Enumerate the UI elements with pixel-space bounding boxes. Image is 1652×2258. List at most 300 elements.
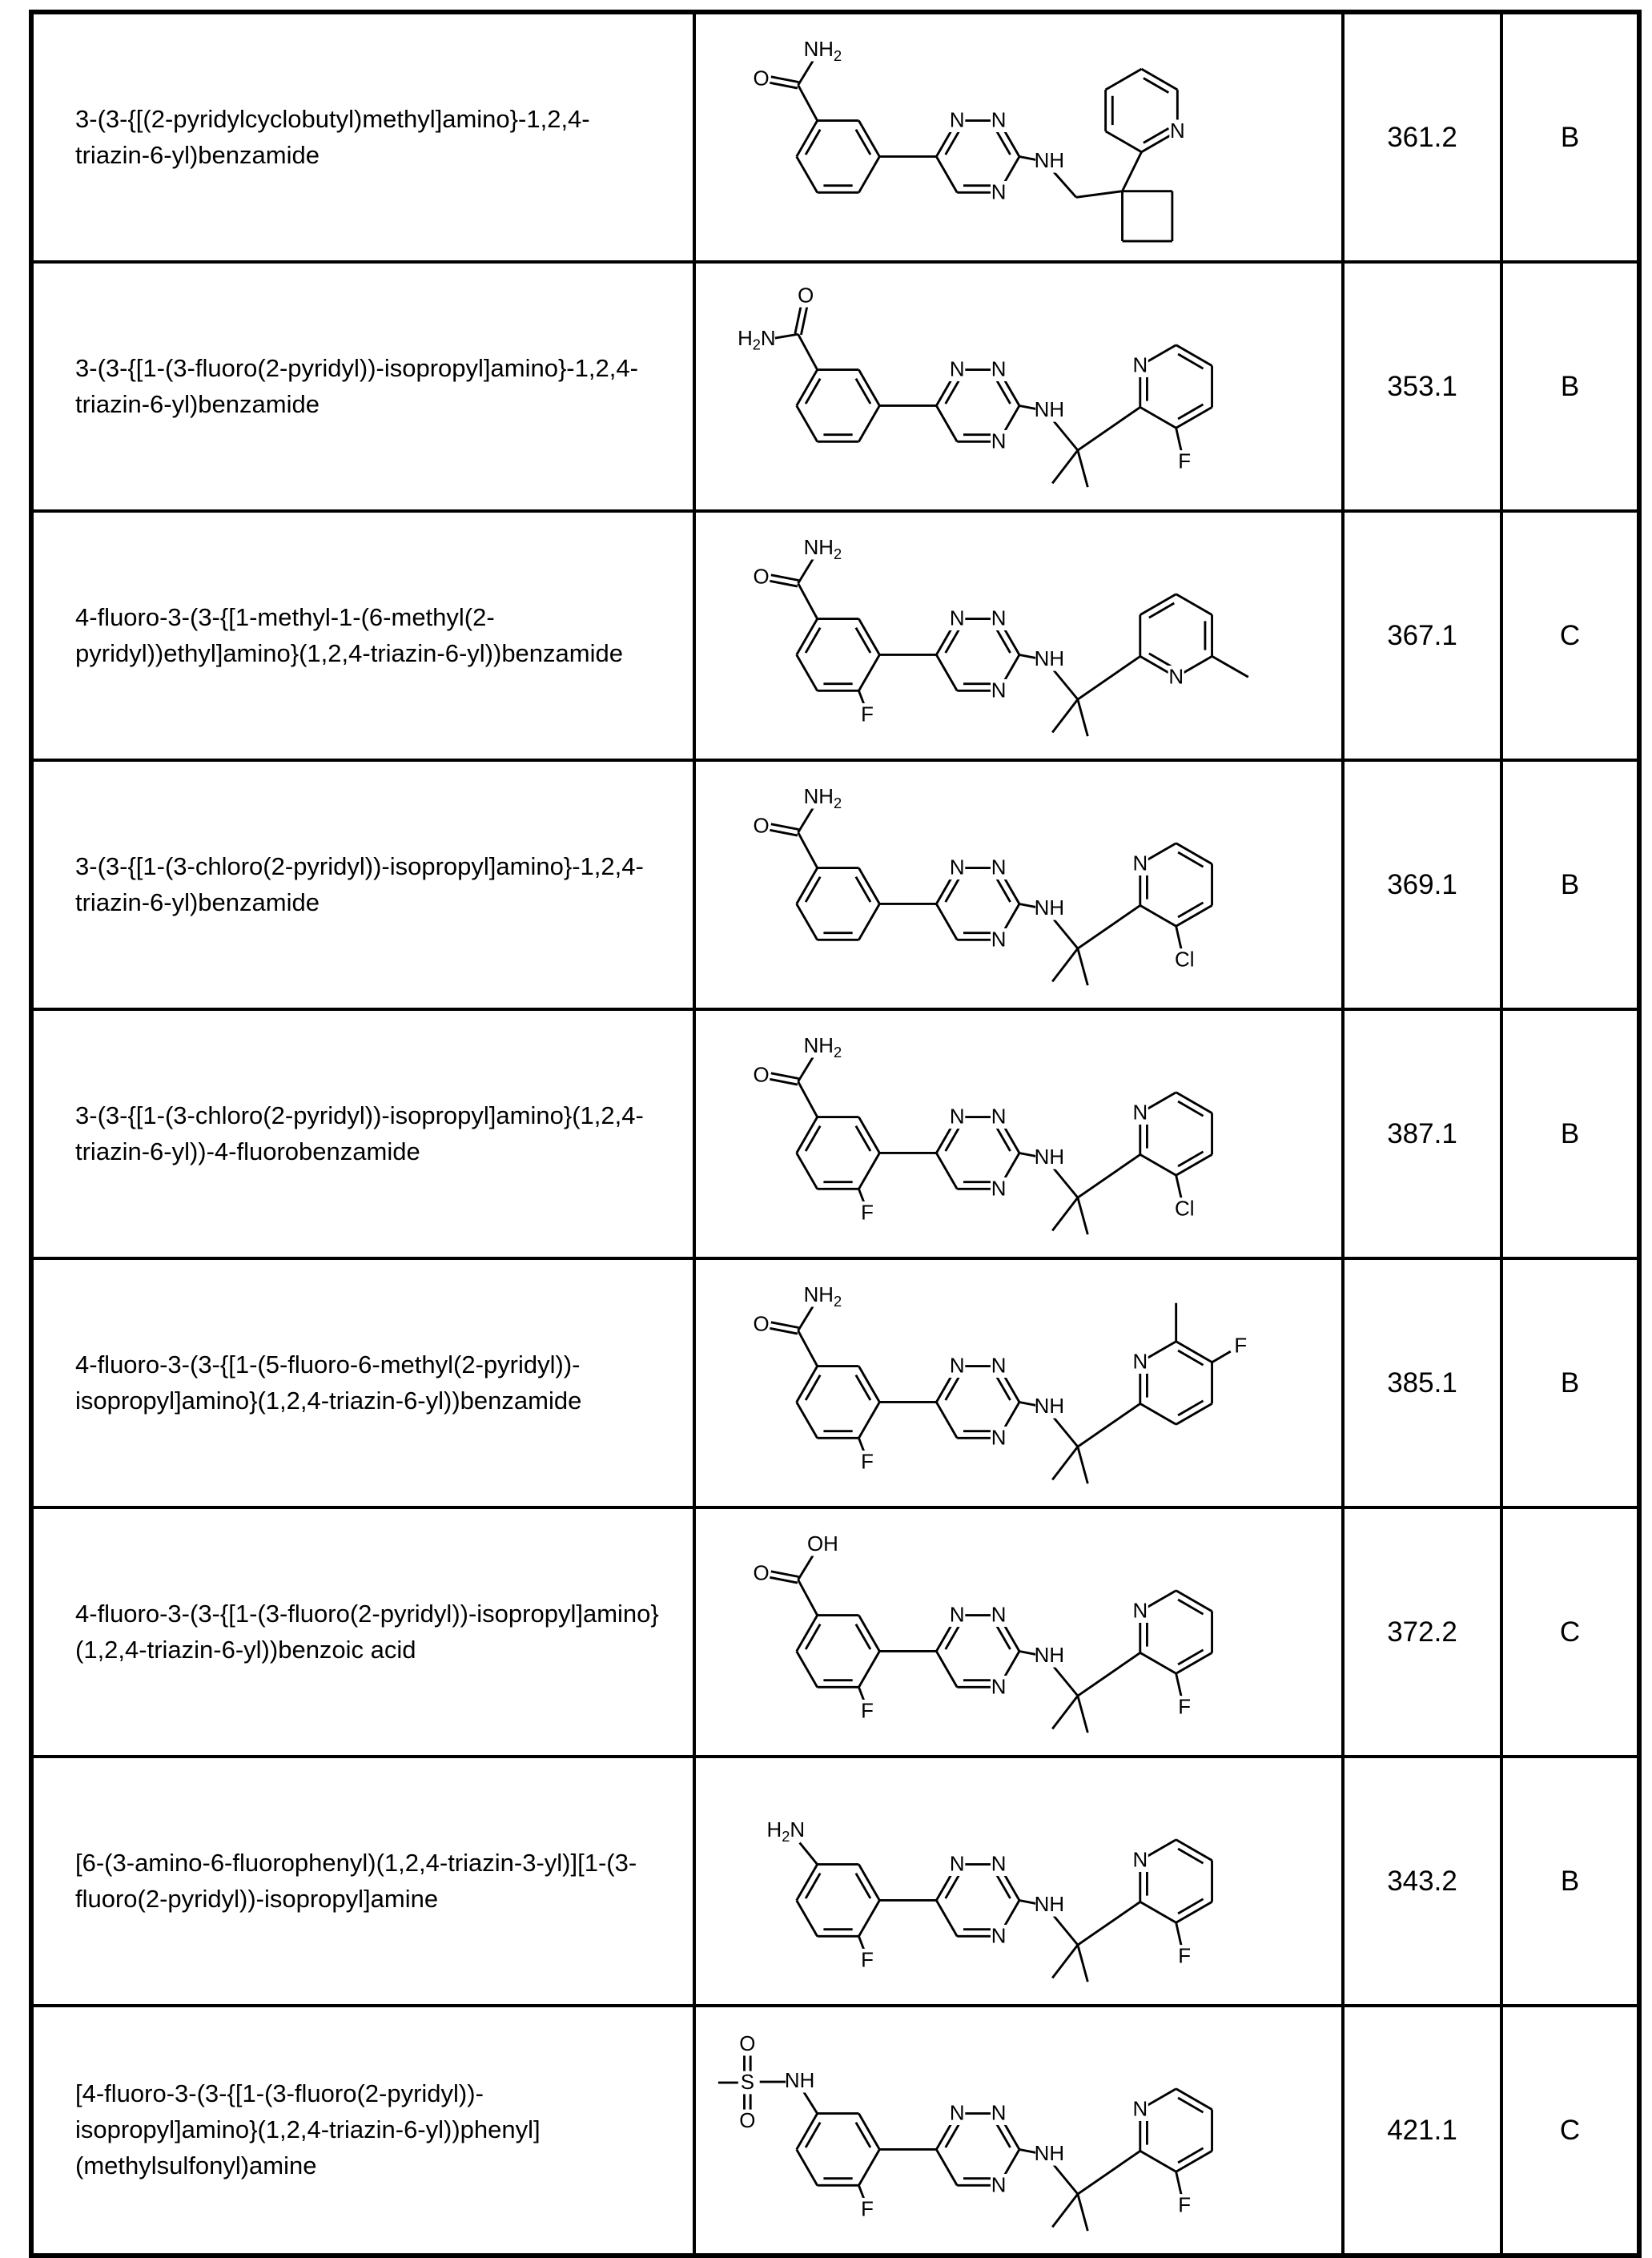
- bond-line: [1140, 1154, 1176, 1175]
- structure-cell: [694, 511, 1343, 760]
- atom-label: Cl: [1174, 948, 1195, 972]
- atom-label: $H_2N$: [766, 1819, 806, 1845]
- structure-drawing: [696, 1509, 1341, 1755]
- grade-value: B: [1501, 1009, 1639, 1258]
- atom-label: N: [949, 358, 965, 381]
- bond-line: [858, 904, 879, 940]
- bond-line: [1140, 1652, 1176, 1673]
- compound-row: [31, 511, 1639, 760]
- structure-drawing: [696, 762, 1341, 1008]
- atom-label: O: [753, 815, 770, 838]
- bond-line: [1212, 1351, 1231, 1362]
- grade-value: C: [1501, 2006, 1639, 2256]
- bond-line: [771, 1322, 799, 1328]
- mass-value: 361.2: [1343, 12, 1501, 262]
- bond-line: [795, 304, 802, 333]
- bond-line: [856, 2123, 870, 2147]
- bond-line: [858, 1936, 864, 1950]
- bond-line: [936, 1153, 957, 1189]
- bond-line: [1078, 699, 1087, 736]
- atom-label: N: [991, 856, 1007, 879]
- bond-line: [1178, 852, 1203, 867]
- mass-value: 372.2: [1343, 1507, 1501, 1757]
- atom-label: N: [1168, 666, 1184, 689]
- bond-line: [858, 1651, 879, 1687]
- bond-line: [1176, 428, 1182, 452]
- bond-line: [798, 583, 818, 618]
- bond-line: [1078, 1403, 1140, 1447]
- atom-label: F: [861, 2198, 874, 2221]
- bond-line: [995, 379, 1010, 404]
- atom-label: N: [949, 856, 965, 879]
- atom-label: F: [861, 1700, 874, 1723]
- bond-line: [1052, 420, 1078, 450]
- structure-drawing: [696, 1758, 1341, 2004]
- bond-line: [798, 1330, 818, 1366]
- bond-line: [946, 1874, 960, 1898]
- bond-line: [1078, 905, 1140, 948]
- bond-line: [771, 1572, 799, 1577]
- bond-line: [1176, 2171, 1182, 2196]
- atom-label: F: [1178, 1696, 1192, 1719]
- compound-name: [6-(3-amino-6-fluorophenyl)(1,2,4-triazin-3-yl)][1-(3-fluoro(2-pyridyl))-isopropyl]amine: [31, 1757, 694, 2006]
- atom-label: NH: [1034, 1146, 1065, 1169]
- bond-line: [798, 1552, 815, 1580]
- compound-row: [31, 2006, 1639, 2256]
- compound-row: [31, 12, 1639, 262]
- mass-value: 369.1: [1343, 760, 1501, 1009]
- atom-label: N: [1132, 2098, 1148, 2121]
- bond-line: [1178, 1899, 1203, 1914]
- atom-label: N: [991, 109, 1007, 132]
- bond-line: [856, 628, 870, 653]
- bond-line: [801, 306, 807, 335]
- atom-label: N: [1132, 1849, 1148, 1872]
- atom-label: $NH_2$: [803, 1284, 842, 1310]
- bond-line: [770, 830, 798, 835]
- atom-label: N: [1132, 1101, 1148, 1125]
- structure-drawing: [696, 1011, 1341, 1257]
- bond-line: [946, 877, 960, 902]
- bond-line: [946, 1126, 960, 1151]
- bond-line: [858, 1900, 879, 1936]
- bond-line: [1176, 594, 1212, 615]
- bond-line: [1123, 152, 1142, 191]
- bond-line: [797, 156, 818, 192]
- bond-line: [1078, 2151, 1140, 2194]
- bond-line: [936, 1402, 957, 1438]
- structure-cell: [694, 1757, 1343, 2006]
- atom-label: $H_2N$: [738, 328, 776, 353]
- atom-label: N: [991, 679, 1007, 702]
- bond-line: [856, 1375, 870, 1400]
- bond-line: [858, 1687, 864, 1701]
- bond-line: [858, 2185, 864, 2199]
- compound-row: [31, 1757, 1639, 2006]
- bond-line: [1178, 1350, 1203, 1365]
- bond-line: [1052, 171, 1076, 198]
- compound-name: [4-fluoro-3-(3-{[1-(3-fluoro(2-pyridyl))-isopropyl]amino}(1,2,4-triazin-6-yl))phenyl](methylsulfonyl)amine: [31, 2006, 694, 2256]
- bond-line: [802, 2091, 817, 2114]
- structure-drawing: [696, 1260, 1341, 1506]
- atom-label: N: [949, 1604, 965, 1627]
- bond-line: [1052, 2163, 1078, 2194]
- bond-line: [1140, 1902, 1176, 1922]
- atom-label: NH: [784, 2070, 815, 2093]
- bond-line: [936, 1900, 957, 1936]
- bond-line: [1052, 1197, 1078, 1230]
- bond-line: [936, 654, 957, 690]
- atom-label: N: [991, 1177, 1007, 1201]
- bond-line: [1078, 407, 1140, 450]
- compound-name: 3-(3-{[(2-pyridylcyclobutyl)methyl]amino}-1,2,4-triazin-6-yl)benzamide: [31, 12, 694, 262]
- bond-line: [1144, 128, 1168, 143]
- atom-label: N: [991, 928, 1007, 952]
- bond-line: [1178, 1650, 1203, 1664]
- bond-line: [856, 379, 870, 404]
- bond-line: [1078, 450, 1087, 487]
- bond-line: [936, 405, 957, 441]
- atom-label: F: [1178, 2194, 1192, 2217]
- mass-value: 353.1: [1343, 262, 1501, 511]
- bond-line: [797, 1651, 818, 1687]
- atom-label: N: [991, 607, 1007, 630]
- bond-line: [1140, 1403, 1176, 1424]
- bond-line: [798, 334, 818, 369]
- bond-line: [770, 581, 798, 586]
- bond-line: [1078, 1447, 1087, 1483]
- bond-line: [856, 1126, 870, 1151]
- bond-line: [1178, 1600, 1203, 1614]
- atom-label: NH: [1034, 150, 1065, 173]
- structure-drawing: [696, 2007, 1341, 2253]
- bond-line: [797, 1900, 818, 1936]
- bond-line: [798, 1054, 815, 1082]
- bond-line: [858, 1189, 864, 1202]
- bond-line: [1178, 2148, 1203, 2163]
- bond-line: [1076, 191, 1123, 198]
- atom-label: NH: [1034, 1395, 1065, 1419]
- atom-label: N: [991, 1853, 1007, 1876]
- atom-label: F: [1234, 1334, 1248, 1358]
- compound-row: [31, 1009, 1639, 1258]
- bond-line: [1052, 1447, 1078, 1479]
- bond-line: [806, 1874, 820, 1898]
- bond-line: [806, 628, 820, 653]
- bond-line: [797, 405, 818, 441]
- bond-line: [1178, 2098, 1203, 2112]
- compound-name: 4-fluoro-3-(3-{[1-(3-fluoro(2-pyridyl))-isopropyl]amino}(1,2,4-triazin-6-yl))benzoic acid: [31, 1507, 694, 1757]
- bond-line: [1052, 1945, 1078, 1978]
- bond-line: [856, 130, 870, 155]
- bond-line: [995, 877, 1010, 902]
- bond-line: [946, 130, 960, 155]
- bond-line: [771, 1073, 799, 1079]
- bond-line: [798, 832, 818, 867]
- bond-line: [946, 1624, 960, 1649]
- bond-line: [995, 1874, 1010, 1898]
- bond-line: [797, 1153, 818, 1189]
- bond-line: [1052, 948, 1078, 981]
- bond-line: [797, 654, 818, 690]
- bond-line: [1178, 903, 1203, 917]
- bond-line: [770, 83, 798, 88]
- mass-value: 367.1: [1343, 511, 1501, 760]
- atom-label: N: [991, 1105, 1007, 1129]
- bond-line: [1178, 405, 1203, 419]
- structure-cell: [694, 262, 1343, 511]
- bond-line: [798, 805, 815, 833]
- structure-cell: [694, 1258, 1343, 1507]
- compound-name: 4-fluoro-3-(3-{[1-(5-fluoro-6-methyl(2-pyridyl))-isopropyl]amino}(1,2,4-triazin-6-yl))benzamide: [31, 1258, 694, 1507]
- atom-label: $NH_2$: [803, 786, 842, 811]
- bond-line: [806, 877, 820, 902]
- atom-label: F: [861, 1949, 874, 1972]
- atom-label: O: [753, 566, 770, 589]
- atom-label: NH: [1034, 648, 1065, 671]
- bond-line: [798, 58, 815, 86]
- bond-line: [1052, 1696, 1078, 1729]
- bond-line: [1176, 1922, 1182, 1946]
- atom-label: O: [753, 1064, 770, 1087]
- atom-label: F: [861, 1201, 874, 1225]
- bond-line: [858, 654, 879, 690]
- grade-value: B: [1501, 760, 1639, 1009]
- bond-line: [946, 2123, 960, 2147]
- grade-value: B: [1501, 1757, 1639, 2006]
- structure-drawing: [696, 264, 1341, 509]
- bond-line: [995, 1126, 1010, 1151]
- grade-value: B: [1501, 1258, 1639, 1507]
- structure-cell: [694, 1507, 1343, 1757]
- compound-name: 3-(3-{[1-(3-chloro(2-pyridyl))-isopropyl]amino}-1,2,4-triazin-6-yl)benzamide: [31, 760, 694, 1009]
- atom-label: F: [1178, 1945, 1192, 1968]
- mass-value: 385.1: [1343, 1258, 1501, 1507]
- atom-label: O: [753, 1313, 770, 1336]
- bond-line: [1052, 699, 1078, 732]
- bond-line: [771, 575, 799, 581]
- bond-line: [1106, 69, 1142, 90]
- bond-line: [995, 130, 1010, 155]
- grade-value: B: [1501, 262, 1639, 511]
- bond-line: [798, 1580, 818, 1615]
- atom-label: NH: [1034, 399, 1065, 422]
- atom-label: F: [861, 703, 874, 727]
- atom-label: O: [739, 2033, 756, 2056]
- bond-line: [856, 1874, 870, 1898]
- atom-label: N: [949, 1354, 965, 1378]
- bond-line: [1052, 450, 1078, 483]
- bond-line: [1078, 948, 1087, 985]
- atom-label: N: [991, 1676, 1007, 1699]
- bond-line: [1052, 2194, 1078, 2227]
- compound-table-body: [31, 12, 1639, 2256]
- bond-line: [806, 130, 820, 155]
- structure-drawing: [696, 14, 1341, 260]
- bond-line: [858, 1402, 879, 1438]
- bond-line: [858, 405, 879, 441]
- atom-label: Cl: [1174, 1197, 1195, 1221]
- atom-label: N: [991, 1354, 1007, 1378]
- bond-line: [798, 1081, 818, 1117]
- bond-line: [775, 334, 798, 338]
- bond-line: [806, 1624, 820, 1649]
- atom-label: O: [739, 2109, 756, 2132]
- bond-line: [856, 1624, 870, 1649]
- bond-line: [1052, 1914, 1078, 1945]
- atom-label: N: [991, 1427, 1007, 1450]
- structure-drawing: [696, 513, 1341, 759]
- bond-line: [1106, 131, 1142, 152]
- atom-label: N: [991, 1925, 1007, 1948]
- bond-line: [936, 904, 957, 940]
- atom-label: NH: [1034, 897, 1065, 920]
- bond-line: [1212, 656, 1248, 677]
- bond-line: [1178, 1101, 1203, 1116]
- atom-label: F: [1178, 450, 1192, 473]
- atom-label: N: [991, 430, 1007, 453]
- compound-table: [29, 10, 1642, 2258]
- compound-row: [31, 760, 1639, 1009]
- atom-label: N: [991, 181, 1007, 204]
- atom-label: S: [740, 2071, 754, 2095]
- bond-line: [770, 1328, 798, 1334]
- bond-line: [995, 2123, 1010, 2147]
- bond-line: [1140, 2151, 1176, 2171]
- bond-line: [936, 156, 957, 192]
- bond-line: [946, 628, 960, 653]
- bond-line: [1149, 603, 1174, 618]
- bond-line: [797, 904, 818, 940]
- bond-line: [771, 824, 799, 830]
- bond-line: [1178, 354, 1203, 368]
- bond-line: [946, 379, 960, 404]
- bond-line: [858, 1438, 864, 1451]
- bond-line: [1078, 656, 1140, 699]
- bond-line: [995, 1624, 1010, 1649]
- bond-line: [798, 85, 818, 120]
- mass-value: 387.1: [1343, 1009, 1501, 1258]
- bond-line: [936, 1651, 957, 1687]
- atom-label: N: [991, 2102, 1007, 2125]
- bond-line: [995, 628, 1010, 653]
- compound-row: [31, 262, 1639, 511]
- atom-label: N: [1170, 119, 1185, 143]
- structure-cell: [694, 1009, 1343, 1258]
- compound-name: 3-(3-{[1-(3-chloro(2-pyridyl))-isopropyl]amino}(1,2,4-triazin-6-yl))-4-fluorobenzamide: [31, 1009, 694, 1258]
- atom-label: N: [991, 1604, 1007, 1627]
- atom-label: N: [949, 1853, 965, 1876]
- atom-label: N: [949, 2102, 965, 2125]
- bond-line: [1144, 78, 1168, 92]
- atom-label: F: [861, 1451, 874, 1474]
- atom-label: NH: [1034, 1644, 1065, 1668]
- bond-line: [1078, 1652, 1140, 1696]
- bond-line: [1078, 1945, 1087, 1982]
- bond-line: [770, 1079, 798, 1085]
- bond-line: [858, 1153, 879, 1189]
- bond-line: [1176, 1673, 1182, 1697]
- atom-label: $NH_2$: [803, 537, 842, 562]
- bond-line: [1178, 1849, 1203, 1863]
- structure-cell: [694, 2006, 1343, 2256]
- atom-label: N: [949, 109, 965, 132]
- atom-label: N: [1132, 1600, 1148, 1623]
- bond-line: [806, 1126, 820, 1151]
- atom-label: N: [991, 2174, 1007, 2197]
- bond-line: [806, 2123, 820, 2147]
- grade-value: C: [1501, 511, 1639, 760]
- compound-name: 4-fluoro-3-(3-{[1-methyl-1-(6-methyl(2-pyridyl))ethyl]amino}(1,2,4-triazin-6-yl))benzamide: [31, 511, 694, 760]
- bond-line: [936, 2149, 957, 2185]
- bond-line: [1078, 1154, 1140, 1197]
- bond-line: [858, 156, 879, 192]
- bond-line: [1140, 407, 1176, 428]
- bond-line: [1140, 905, 1176, 926]
- bond-line: [858, 690, 864, 704]
- atom-label: NH: [1034, 1894, 1065, 1917]
- bond-line: [1052, 1167, 1078, 1197]
- grade-value: B: [1501, 12, 1639, 262]
- compound-row: [31, 1507, 1639, 1757]
- bond-line: [1052, 918, 1078, 948]
- bond-line: [806, 1375, 820, 1400]
- bond-line: [995, 1375, 1010, 1400]
- bond-line: [1078, 1902, 1140, 1945]
- bond-line: [797, 1402, 818, 1438]
- bond-line: [1176, 926, 1182, 950]
- compound-name: 3-(3-{[1-(3-fluoro(2-pyridyl))-isopropyl]amino}-1,2,4-triazin-6-yl)benzamide: [31, 262, 694, 511]
- structure-cell: [694, 12, 1343, 262]
- atom-label: N: [949, 607, 965, 630]
- atom-label: $NH_2$: [803, 38, 842, 64]
- bond-line: [806, 379, 820, 404]
- grade-value: C: [1501, 1507, 1639, 1757]
- atom-label: N: [1132, 1350, 1148, 1374]
- atom-label: N: [1132, 354, 1148, 377]
- bond-line: [1176, 1175, 1182, 1199]
- atom-label: O: [798, 284, 814, 308]
- atom-label: O: [753, 1562, 770, 1585]
- atom-label: N: [949, 1105, 965, 1129]
- bond-line: [800, 1843, 818, 1865]
- bond-line: [1052, 1416, 1078, 1447]
- bond-line: [1078, 1197, 1087, 1234]
- bond-line: [1178, 1152, 1203, 1166]
- atom-label: OH: [806, 1533, 838, 1556]
- mass-value: 343.2: [1343, 1757, 1501, 2006]
- bond-line: [798, 1303, 815, 1331]
- bond-line: [1178, 1401, 1203, 1415]
- atom-label: $NH_2$: [803, 1035, 842, 1061]
- bond-line: [1052, 669, 1078, 699]
- mass-value: 421.1: [1343, 2006, 1501, 2256]
- atom-label: O: [753, 67, 770, 91]
- bond-line: [856, 877, 870, 902]
- structure-cell: [694, 760, 1343, 1009]
- bond-line: [771, 77, 799, 83]
- bond-line: [1052, 1665, 1078, 1696]
- atom-label: N: [1132, 852, 1148, 875]
- bond-line: [1078, 1696, 1087, 1733]
- bond-line: [770, 1577, 798, 1583]
- bond-line: [797, 2149, 818, 2185]
- compound-row: [31, 1258, 1639, 1507]
- atom-label: N: [991, 358, 1007, 381]
- bond-line: [1078, 2194, 1087, 2231]
- bond-line: [946, 1375, 960, 1400]
- bond-line: [858, 2149, 879, 2185]
